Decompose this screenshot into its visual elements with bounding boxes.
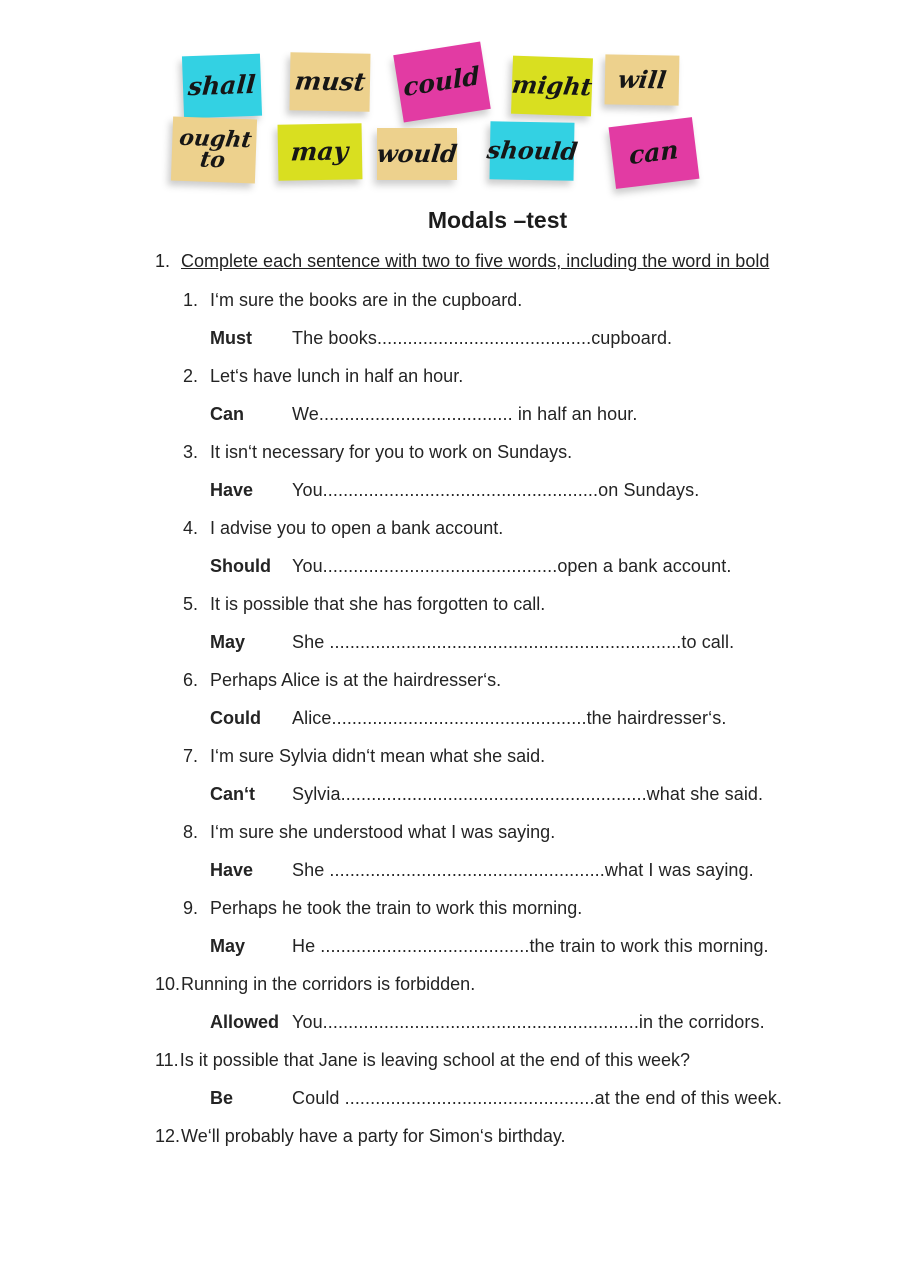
question-sentence: We‘ll probably have a party for Simon‘s birthday.: [181, 1126, 566, 1146]
question-sentence: Perhaps Alice is at the hairdresser‘s.: [210, 670, 502, 690]
question-sentence-line: [0, 821, 900, 843]
question-number: 8.: [183, 822, 199, 842]
answer-keyword: Have: [210, 860, 254, 880]
question-number: 10.: [155, 974, 181, 994]
question-sentence: Perhaps he took the train to work this morning.: [210, 898, 583, 918]
answer-completion: You......................................................on Sundays.: [292, 480, 700, 500]
answer-completion: You..............................................open a bank account.: [292, 556, 732, 576]
sticky-note: [393, 42, 491, 123]
answer-keyword: Could: [210, 708, 261, 728]
question-sentence: Is it possible that Jane is leaving school at the end of this week?: [179, 1050, 690, 1070]
sticky-note-word: could: [403, 61, 481, 103]
question-number: 2.: [183, 366, 199, 386]
answer-keyword: Allowed: [210, 1012, 280, 1032]
answer-blank-line: [0, 1087, 900, 1109]
sticky-note: [609, 117, 700, 189]
question-sentence-line: [0, 745, 900, 767]
sticky-note-word: might: [510, 69, 595, 101]
sticky-note: [377, 128, 457, 180]
question-number: 9.: [183, 898, 199, 918]
answer-completion: Sylvia............................................................what she said.: [292, 784, 764, 804]
answer-blank-line: [0, 403, 900, 425]
sticky-note-word: ought to: [177, 124, 254, 174]
answer-completion: We...................................... in half an hour.: [292, 404, 638, 424]
sticky-note-word: must: [293, 66, 367, 97]
answer-keyword: Can: [210, 404, 245, 424]
page-title: Modals –test: [427, 207, 568, 233]
question-number: 1.: [183, 290, 199, 310]
question-number: 5.: [183, 594, 199, 614]
exercise-heading-number: 1.: [155, 251, 171, 271]
answer-keyword: Have: [210, 480, 254, 500]
sticky-note-word: shall: [187, 69, 257, 102]
question-sentence-line: [0, 669, 900, 691]
question-sentence-line: [0, 365, 900, 387]
sticky-note: [182, 54, 262, 119]
sticky-note: [278, 123, 363, 180]
sticky-note-word: can: [629, 135, 679, 171]
question-number: 6.: [183, 670, 199, 690]
question-sentence-line: [0, 289, 900, 311]
question-sentence: It is possible that she has forgotten to call.: [210, 594, 546, 614]
question-sentence: I‘m sure she understood what I was saying.: [210, 822, 556, 842]
question-sentence: It isn‘t necessary for you to work on Sundays.: [210, 442, 573, 462]
question-sentence-line: [0, 973, 900, 995]
question-sentence-line: [0, 593, 900, 615]
answer-blank-line: [0, 783, 900, 805]
answer-keyword: May: [210, 936, 246, 956]
answer-blank-line: [0, 479, 900, 501]
answer-keyword: Can‘t: [210, 784, 255, 804]
answer-blank-line: [0, 555, 900, 577]
question-number: 12.: [155, 1126, 181, 1146]
answer-blank-line: [0, 631, 900, 653]
question-sentence-line: [0, 441, 900, 463]
answer-keyword: May: [210, 632, 246, 652]
sticky-note-word: will: [616, 64, 668, 94]
questions: [0, 289, 900, 1147]
answer-completion: Could .................................................at the end of this week.: [292, 1088, 783, 1108]
question-sentence-line: [0, 897, 900, 919]
answer-blank-line: [0, 707, 900, 729]
answer-completion: She .....................................................................to call.: [292, 632, 735, 652]
answer-blank-line: [0, 859, 900, 881]
answer-completion: She ......................................................what I was saying.: [292, 860, 754, 880]
answer-keyword: Must: [210, 328, 252, 348]
question-sentence-line: [0, 1125, 900, 1147]
question-sentence-line: [0, 1049, 900, 1071]
sticky-note: [605, 54, 680, 105]
sticky-note: [485, 121, 580, 180]
question-sentence: I‘m sure the books are in the cupboard.: [210, 290, 523, 310]
question-number: 3.: [183, 442, 199, 462]
answer-blank-line: [0, 935, 900, 957]
question-sentence: I‘m sure Sylvia didn‘t mean what she said.: [210, 746, 546, 766]
answer-blank-line: [0, 1011, 900, 1033]
answer-completion: Alice..................................................the hairdresser‘s.: [292, 708, 727, 728]
answer-keyword: Be: [210, 1088, 234, 1108]
exercise-heading: [0, 249, 900, 273]
answer-keyword: Should: [210, 556, 271, 576]
sticky-note: [171, 117, 257, 184]
answer-blank-line: [0, 327, 900, 349]
sticky-note-word: may: [290, 136, 350, 167]
sticky-note: [511, 56, 593, 117]
question-number: 7.: [183, 746, 199, 766]
question-sentence: I advise you to open a bank account.: [210, 518, 504, 538]
answer-completion: He .........................................the train to work this morning.: [292, 936, 769, 956]
question-sentence-line: [0, 517, 900, 539]
answer-completion: You..............................................................in the corridors.: [292, 1012, 765, 1032]
question-sentence: Let‘s have lunch in half an hour.: [210, 366, 464, 386]
answer-completion: The books..........................................cupboard.: [292, 328, 673, 348]
sticky-note-word: should: [485, 134, 580, 166]
question-number: 4.: [183, 518, 199, 538]
exercise-heading-text: Complete each sentence with two to five words, including the word in bold: [181, 251, 770, 271]
sticky-note-word: would: [375, 138, 459, 168]
question-sentence: Running in the corridors is forbidden.: [181, 974, 476, 994]
sticky-note: [289, 52, 370, 111]
question-number: 11.: [155, 1050, 179, 1070]
sticky-notes: [0, 45, 900, 190]
